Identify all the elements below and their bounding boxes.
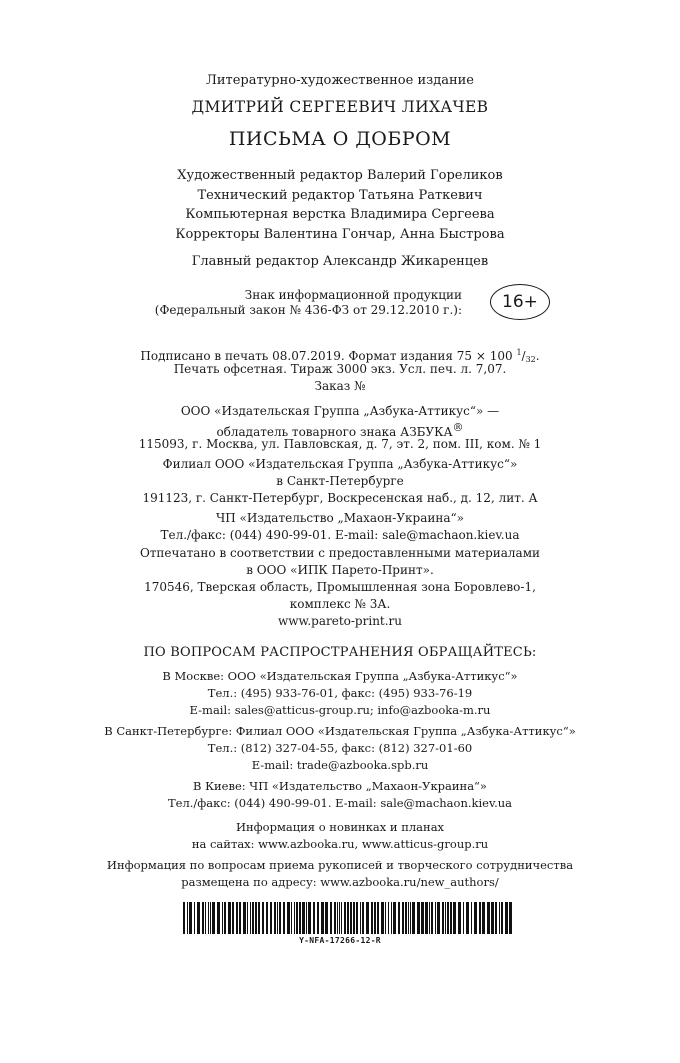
distribution-spb-2: Тел.: (812) 327-04-55, факс: (812) 327-01-60 bbox=[207, 741, 473, 755]
barcode-bar bbox=[366, 902, 369, 934]
barcode-bar bbox=[250, 902, 251, 934]
barcode-bar bbox=[421, 902, 424, 934]
barcode-bar bbox=[474, 902, 477, 934]
barcode-bar bbox=[210, 902, 211, 934]
barcode-bar bbox=[391, 902, 392, 934]
barcode-bar bbox=[491, 902, 494, 934]
edition-type: Литературно-художественное издание bbox=[206, 73, 474, 88]
barcode-bar bbox=[393, 902, 396, 934]
credit-proofreaders: Корректоры Валентина Гончар, Анна Быстрова bbox=[175, 227, 505, 242]
barcode-bar bbox=[205, 902, 206, 934]
barcode-bar bbox=[277, 902, 278, 934]
barcode-bar bbox=[398, 902, 400, 934]
barcode-icon bbox=[183, 902, 514, 934]
barcode-bar bbox=[202, 902, 204, 934]
publisher-line3: 115093, г. Москва, ул. Павловская, д. 7, эт. 2, пом. III, ком. № 1 bbox=[138, 437, 542, 451]
barcode-bar bbox=[296, 902, 298, 934]
barcode-bar bbox=[270, 902, 272, 934]
distribution-spb-1: В Санкт-Петербурге: Филиал ООО «Издательская Группа „Азбука-Аттикус“» bbox=[104, 724, 576, 738]
barcode-bar bbox=[377, 902, 379, 934]
barcode-bar bbox=[208, 902, 209, 934]
barcode-bar bbox=[356, 902, 358, 934]
publisher-line6: 191123, г. Санкт-Петербург, Воскресенская наб., д. 12, лит. А bbox=[142, 491, 538, 505]
barcode-bar bbox=[197, 902, 200, 934]
publisher-line9: Отпечатано в соответствии с предоставленными материалами bbox=[139, 546, 541, 560]
barcode-bar bbox=[431, 902, 433, 934]
credit-layout: Компьютерная верстка Владимира Сергеева bbox=[185, 207, 495, 222]
barcode-bar bbox=[458, 902, 461, 934]
barcode-bar bbox=[509, 902, 512, 934]
barcode-bar bbox=[222, 902, 223, 934]
barcode-bar bbox=[274, 902, 276, 934]
barcode-bar bbox=[255, 902, 257, 934]
barcode-bar bbox=[344, 902, 346, 934]
barcode-bar bbox=[466, 902, 469, 934]
barcode-bar bbox=[362, 902, 364, 934]
publisher-line1: ООО «Издательская Группа „Азбука-Аттикус“» — bbox=[180, 404, 500, 418]
publisher-line12: комплекс № 3А. bbox=[289, 597, 391, 611]
news-info-1: Информация о новинках и планах bbox=[235, 820, 445, 834]
book-title: ПИСЬМА О ДОБРОМ bbox=[228, 128, 452, 150]
publisher-line7: ЧП «Издательство „Махаон-Украина“» bbox=[216, 511, 464, 525]
barcode-bar bbox=[347, 902, 349, 934]
barcode-bar bbox=[224, 902, 226, 934]
barcode-bar bbox=[313, 902, 315, 934]
barcode-bar bbox=[374, 902, 376, 934]
barcode-bar bbox=[425, 902, 428, 934]
barcode-bar bbox=[330, 902, 332, 934]
distribution-spb-3: E-mail: trade@azbooka.spb.ru bbox=[251, 758, 429, 772]
news-info-2: на сайтах: www.azbooka.ru, www.atticus-group.ru bbox=[191, 837, 489, 851]
distribution-moscow-3: E-mail: sales@atticus-group.ru; info@azbooka-m.ru bbox=[189, 703, 491, 717]
barcode-bar bbox=[228, 902, 231, 934]
barcode-bar bbox=[353, 902, 355, 934]
barcode-bar bbox=[410, 902, 411, 934]
barcode-bar bbox=[450, 902, 452, 934]
authors-info-2: размещена по адресу: www.azbooka.ru/new_authors/ bbox=[181, 875, 499, 889]
age-rating-text bbox=[155, 288, 462, 318]
barcode-bar bbox=[341, 902, 342, 934]
barcode-bar bbox=[417, 902, 420, 934]
barcode-bar bbox=[447, 902, 449, 934]
barcode-bar bbox=[239, 902, 241, 934]
barcode-bar bbox=[339, 902, 340, 934]
credit-chief-editor: Главный редактор Александр Жикаренцев bbox=[191, 254, 489, 269]
barcode-bar bbox=[463, 902, 464, 934]
barcode-bar bbox=[294, 902, 295, 934]
distribution-moscow-1: В Москве: ООО «Издательская Группа „Азбука-Аттикус“» bbox=[162, 669, 518, 683]
barcode-bar bbox=[283, 902, 285, 934]
barcode-bar bbox=[388, 902, 389, 934]
barcode-bar bbox=[187, 902, 188, 934]
distribution-moscow-2: Тел.: (495) 933-76-01, факс: (495) 933-76-19 bbox=[207, 686, 473, 700]
barcode-bar bbox=[501, 902, 503, 934]
barcode-bar bbox=[291, 902, 292, 934]
barcode-bar bbox=[189, 902, 192, 934]
barcode-bar bbox=[408, 902, 409, 934]
barcode-text: Y-NFA-17266-12-R bbox=[299, 936, 381, 945]
age-rating-badge: 16+ bbox=[490, 284, 550, 320]
barcode-bar bbox=[381, 902, 384, 934]
barcode-bar bbox=[243, 902, 246, 934]
barcode-bar bbox=[487, 902, 490, 934]
barcode-bar bbox=[266, 902, 268, 934]
barcode-bar bbox=[317, 902, 319, 934]
barcode-bar bbox=[232, 902, 234, 934]
barcode-bar bbox=[217, 902, 220, 934]
barcode-bar bbox=[236, 902, 238, 934]
barcode-bar bbox=[442, 902, 444, 934]
barcode-bar bbox=[334, 902, 336, 934]
publisher-line2: обладатель товарного знака АЗБУКА® bbox=[216, 421, 464, 439]
barcode-bar bbox=[279, 902, 281, 934]
barcode-bar bbox=[183, 902, 185, 934]
publisher-line10: в ООО «ИПК Парето-Принт». bbox=[246, 563, 434, 577]
publisher-line4: Филиал ООО «Издательская Группа „Азбука-Аттикус“» bbox=[162, 457, 518, 471]
authors-info-1: Информация по вопросам приема рукописей и творческого сотрудничества bbox=[106, 858, 574, 872]
barcode-bar bbox=[350, 902, 352, 934]
print-info-line1: Подписано в печать 08.07.2019. Формат издания 75 × 100 $^1/_{32}$. bbox=[140, 348, 540, 364]
barcode-bar bbox=[194, 902, 195, 934]
barcode-bar bbox=[337, 902, 338, 934]
author-name: ДМИТРИЙ СЕРГЕЕВИЧ ЛИХАЧЕВ bbox=[191, 98, 489, 116]
barcode-bar bbox=[405, 902, 407, 934]
barcode-bar bbox=[321, 902, 324, 934]
barcode-bar bbox=[360, 902, 361, 934]
barcode-bar bbox=[287, 902, 290, 934]
barcode-bar bbox=[499, 902, 500, 934]
barcode-bar bbox=[306, 902, 307, 934]
barcode-bar bbox=[371, 902, 373, 934]
barcode-bar bbox=[325, 902, 328, 934]
barcode-bar bbox=[471, 902, 472, 934]
barcode-bar bbox=[437, 902, 440, 934]
barcode-bar bbox=[482, 902, 485, 934]
publisher-line13: www.pareto-print.ru bbox=[277, 614, 403, 628]
barcode-bar bbox=[258, 902, 260, 934]
barcode-bar bbox=[479, 902, 481, 934]
age-rating-block bbox=[150, 284, 550, 326]
print-info-line3: Заказ № bbox=[314, 379, 366, 393]
barcode-bar bbox=[402, 902, 404, 934]
distribution-kiev-1: В Киеве: ЧП «Издательство „Махаон-Украина“» bbox=[193, 779, 487, 793]
barcode-bar bbox=[435, 902, 436, 934]
credit-tech-editor: Технический редактор Татьяна Раткевич bbox=[197, 188, 483, 203]
age-rating-line1: Знак информационной продукции bbox=[244, 288, 462, 302]
publisher-line11: 170546, Тверская область, Промышленная зона Боровлево-1, bbox=[144, 580, 536, 594]
barcode-bar bbox=[495, 902, 497, 934]
barcode-bar bbox=[412, 902, 415, 934]
registered-mark: ® bbox=[452, 421, 464, 434]
barcode-bar bbox=[299, 902, 301, 934]
barcode-bar bbox=[302, 902, 305, 934]
credit-art-editor: Художественный редактор Валерий Гореликов bbox=[177, 168, 503, 183]
publisher-line8: Тел./факс: (044) 490-99-01. E-mail: sale@machaon.kiev.ua bbox=[160, 528, 520, 542]
barcode-bar bbox=[385, 902, 386, 934]
distribution-heading: ПО ВОПРОСАМ РАСПРОСТРАНЕНИЯ ОБРАЩАЙТЕСЬ: bbox=[143, 645, 537, 660]
barcode-bar bbox=[505, 902, 508, 934]
barcode-bar bbox=[429, 902, 430, 934]
barcode-bar bbox=[262, 902, 264, 934]
barcode-bar bbox=[308, 902, 311, 934]
barcode-bar bbox=[247, 902, 248, 934]
publisher-line5: в Санкт-Петербурге bbox=[276, 474, 404, 488]
barcode-bar bbox=[453, 902, 456, 934]
barcode-bar bbox=[445, 902, 446, 934]
barcode-bar bbox=[252, 902, 254, 934]
distribution-kiev-2: Тел./факс: (044) 490-99-01. E-mail: sale@machaon.kiev.ua bbox=[167, 796, 513, 810]
print-info-line2: Печать офсетная. Тираж 3000 экз. Усл. печ. л. 7,07. bbox=[173, 362, 507, 376]
barcode-bar bbox=[212, 902, 215, 934]
age-rating-line2: (Федеральный закон № 436-ФЗ от 29.12.2010 г.): bbox=[154, 303, 462, 317]
